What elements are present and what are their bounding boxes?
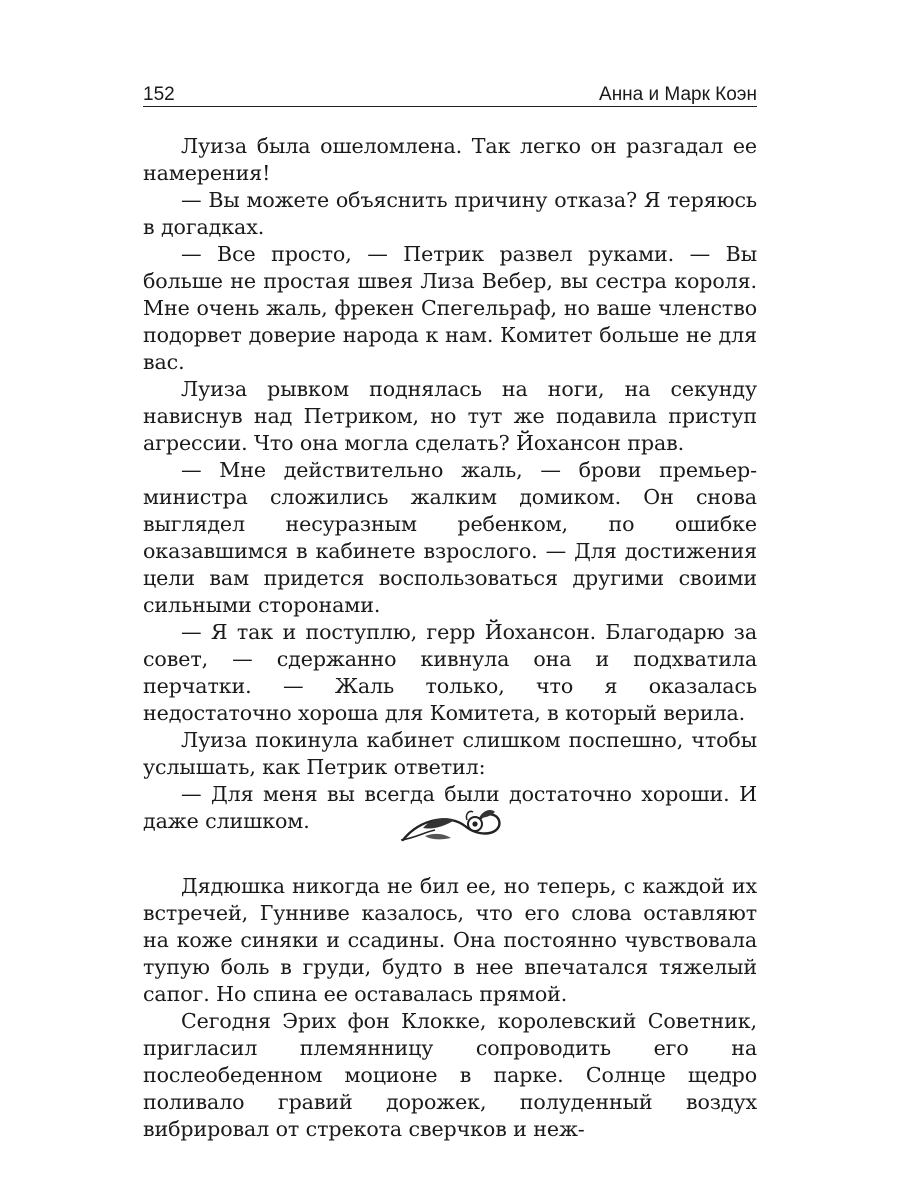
- paragraph: — Для меня вы всегда были достаточно хороши. И даже слишком.: [143, 782, 757, 833]
- header-rule: [143, 106, 757, 107]
- running-head: [143, 76, 757, 106]
- text-section-1: [143, 133, 757, 835]
- section-divider-ornament: [395, 800, 505, 850]
- paragraph: — Я так и поступлю, герр Йохансон. Благодарю за совет, — сдержанно кивнула она и подхватила перчатки. — Жаль только, что я оказалась недостаточно хороша для Комитета, в который верила.: [143, 620, 757, 725]
- paragraph: Луиза была ошеломлена. Так легко он разгадал ее намерения!: [143, 134, 757, 185]
- paragraph: — Вы можете объяснить причину отказа? Я теряюсь в догадках.: [143, 188, 757, 239]
- paragraph: — Все просто, — Петрик развел руками. — Вы больше не простая швея Лиза Вебер, вы сестра короля. Мне очень жаль, фрекен Спегельраф, но ваше членство подорвет доверие народа к нам. Комитет больше не для вас.: [143, 242, 757, 374]
- page-number: 152: [143, 84, 175, 105]
- paragraph: Луиза покинула кабинет слишком поспешно, чтобы услышать, как Петрик ответил:: [143, 728, 757, 779]
- paragraph: Дядюшка никогда не бил ее, но теперь, с каждой их встречей, Гунниве казалось, что его слова оставляют на коже синяки и ссадины. Она постоянно чувствовала тупую боль в груди, будто в нее впечатался тяжелый сапог. Но спина ее оставалась прямой.: [143, 874, 757, 1006]
- paragraph: Луиза рывком поднялась на ноги, на секунду нависнув над Петриком, но тут же подавила приступ агрессии. Что она могла сделать? Йохансон прав.: [143, 377, 757, 455]
- paragraph: Сегодня Эрих фон Клокке, королевский Советник, пригласил племянницу сопроводить его на послеобеденном моционе в парке. Солнце щедро поливало гравий дорожек, полуденный воздух вибрировал от стрекота сверчков и неж-: [143, 1009, 757, 1141]
- running-head-author: Анна и Марк Коэн: [599, 84, 757, 105]
- text-section-2: [143, 873, 757, 1143]
- paragraph: — Мне действительно жаль, — брови премьер-министра сложились жалким домиком. Он снова выглядел несуразным ребенком, по ошибке оказавшимся в кабинете взрослого. — Для достижения цели вам придется воспользоваться другими своими сильными сторонами.: [143, 458, 757, 617]
